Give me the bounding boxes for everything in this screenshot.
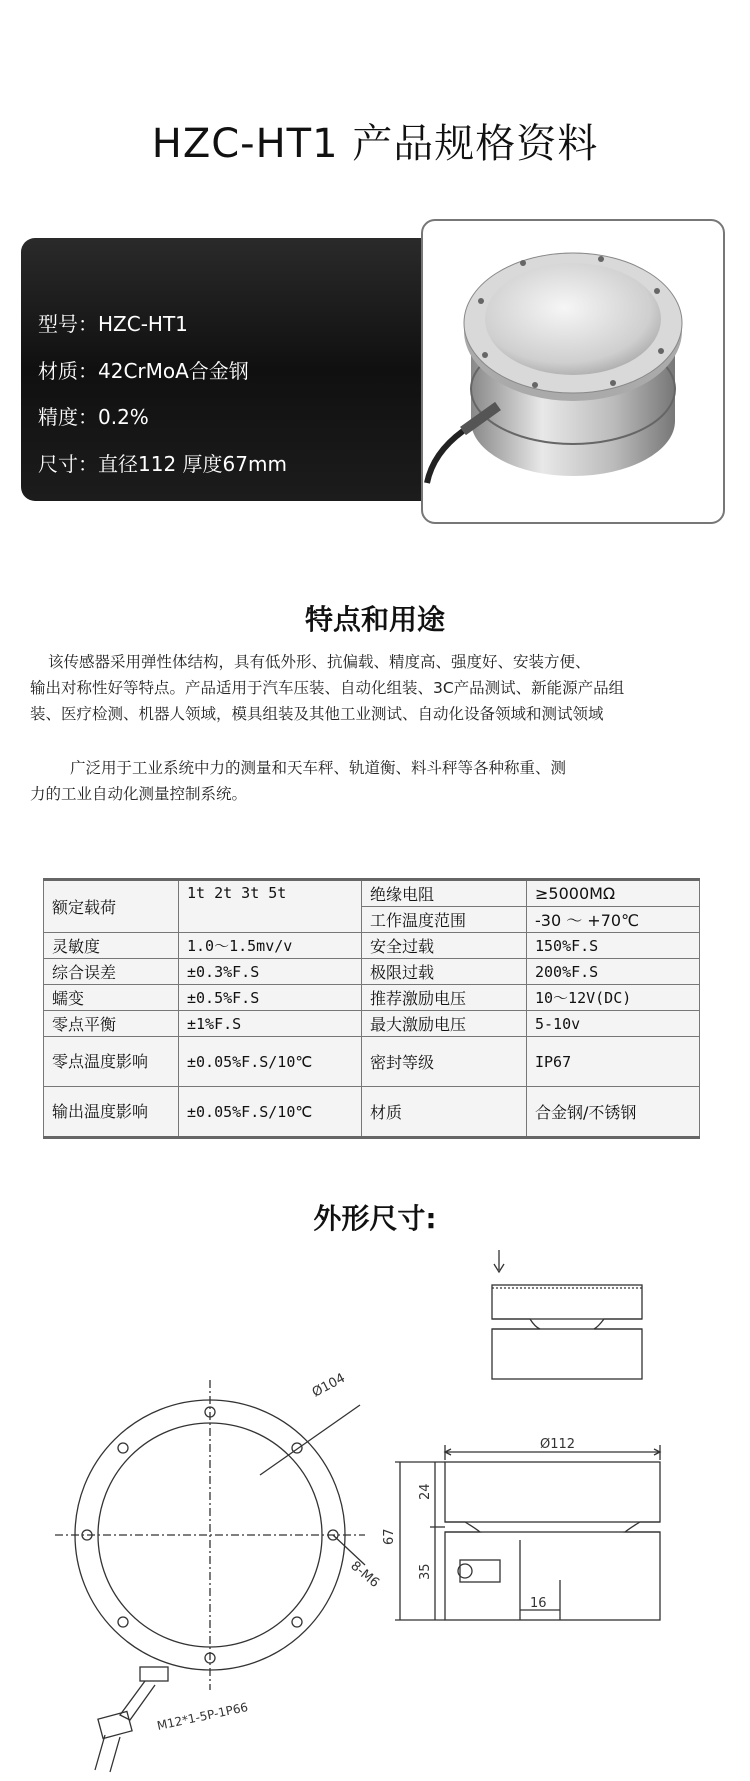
dim-connector: M12*1-5P-1P66 [155, 1699, 250, 1733]
table-cell: 极限过载 [362, 959, 527, 985]
table-row [44, 933, 700, 959]
table-cell: ±0.05%F.S/10℃ [179, 1037, 362, 1087]
table-cell: 安全过载 [362, 933, 527, 959]
features-para2-line1: 广泛用于工业系统中力的测量和天车秤、轨道衡、料斗秤等各种称重、测 [70, 759, 567, 777]
table-cell: 零点平衡 [44, 1011, 179, 1037]
dim-h24: 24 [418, 1483, 433, 1500]
dimensions-heading: 外形尺寸: [313, 1202, 437, 1235]
table-cell: 灵敏度 [44, 933, 179, 959]
spec-table [43, 878, 700, 1139]
table-cell: 输出温度影响 [44, 1087, 179, 1138]
table-row [44, 959, 700, 985]
side-view-drawing [382, 1437, 675, 1640]
table-cell: 工作温度范围 [362, 907, 527, 933]
table-cell: 额定载荷 [44, 880, 179, 933]
spec-model: 型号：HZC-HT1 [38, 312, 188, 336]
spec-material: 材质：42CrMoA合金钢 [38, 359, 249, 383]
dim-w16: 16 [530, 1596, 547, 1611]
features-para1-line1: 该传感器采用弹性体结构，具有低外形、抗偏载、精度高、强度好、安装方便、 [48, 653, 591, 671]
table-cell: 150%F.S [527, 933, 700, 959]
table-cell: 最大激励电压 [362, 1011, 527, 1037]
dim-d112: Ø112 [540, 1437, 576, 1452]
features-heading: 特点和用途 [304, 603, 445, 636]
table-row [44, 1037, 700, 1087]
table-cell: 5-10v [527, 1011, 700, 1037]
load-cell-illustration [423, 221, 723, 522]
table-cell: ≥5000MΩ [527, 880, 700, 907]
features-para1-line3: 装、医疗检测、机器人领域，模具组装及其他工业测试、自动化设备领域和测试领域 [30, 705, 604, 723]
table-cell: 零点温度影响 [44, 1037, 179, 1087]
dim-d104: Ø104 [309, 1370, 348, 1401]
table-cell: 蠕变 [44, 985, 179, 1011]
table-cell: 合金钢/不锈钢 [527, 1087, 700, 1138]
table-cell: 密封等级 [362, 1037, 527, 1087]
table-row [44, 985, 700, 1011]
features-para1-line2: 输出对称性好等特点。产品适用于汽车压装、自动化组装、3C产品测试、新能源产品组 [30, 679, 625, 697]
table-cell: 200%F.S [527, 959, 700, 985]
dim-holes: 8-M6 [347, 1558, 382, 1591]
table-cell: ±0.05%F.S/10℃ [179, 1087, 362, 1138]
table-cell: ±0.3%F.S [179, 959, 362, 985]
table-cell: 10～12V(DC) [527, 985, 700, 1011]
table-cell: ±0.5%F.S [179, 985, 362, 1011]
table-row [44, 880, 700, 907]
table-cell: 材质 [362, 1087, 527, 1138]
table-cell: 1.0～1.5mv/v [179, 933, 362, 959]
table-cell: IP67 [527, 1037, 700, 1087]
product-photo [421, 219, 725, 524]
table-cell: 综合误差 [44, 959, 179, 985]
load-direction-diagram [480, 1245, 650, 1385]
features-para2-line2: 力的工业自动化测量控制系统。 [30, 785, 248, 803]
table-cell: 1t 2t 3t 5t [179, 880, 362, 933]
dim-h67: 67 [382, 1528, 397, 1545]
table-row [44, 1087, 700, 1138]
table-cell: ±1%F.S [179, 1011, 362, 1037]
top-view-drawing [60, 1370, 382, 1775]
table-row [44, 1011, 700, 1037]
table-cell: 推荐激励电压 [362, 985, 527, 1011]
table-cell: -30 ～ +70℃ [527, 907, 700, 933]
page-title: HZC-HT1 产品规格资料 [151, 121, 599, 167]
table-cell: 绝缘电阻 [362, 880, 527, 907]
dim-h35: 35 [418, 1563, 433, 1580]
spec-size: 尺寸：直径112 厚度67mm [38, 452, 287, 476]
spec-accuracy: 精度：0.2% [38, 405, 149, 429]
